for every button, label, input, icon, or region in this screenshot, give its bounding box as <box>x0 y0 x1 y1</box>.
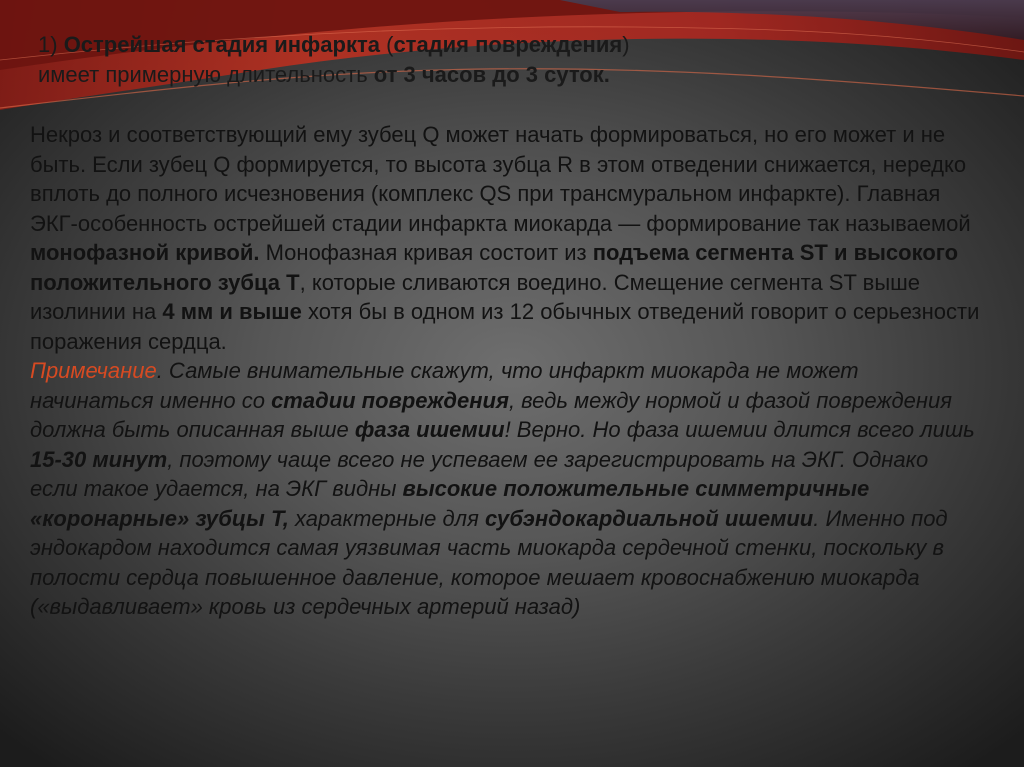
note-text-1: . Самые внимательные скажут, что инфаркт миокарда не может начинаться именно со <box>30 358 859 413</box>
title-paren-close: ) <box>622 32 630 57</box>
body-text-3: , которые сливаются воедино. Смещение сегмента ST выше изолинии на <box>30 269 921 324</box>
title-paren-open: ( <box>379 32 394 57</box>
note-text-2: , ведь между нормой и фазой повреждения должна быть описанная выше <box>30 387 952 442</box>
note-bold-1: стадии повреждения <box>271 387 509 413</box>
note-text-3: ! Верно. Но фаза ишемии длится всего лишь <box>504 417 975 442</box>
body-bold-1: монофазной кривой. <box>30 240 260 265</box>
note-text-5: характерные для <box>288 505 485 531</box>
title-number: 1) <box>38 32 64 57</box>
note-bold-4: высокие положительные симметричные «коронарные» зубцы T, <box>30 476 870 531</box>
body-bold-2: подъема сегмента ST и высокого положительного зубца T <box>30 240 959 295</box>
body-text-1: Некроз и соответствующий ему зубец Q может начать формироваться, но его может и не быть. Если зубец Q формируется, то высота зубца R в этом отведении снижается, нередко вплоть до полного исчезновения (комплекс QS при трансмуральном инфаркте). Главная ЭКГ-особенность острейшей стадии инфаркта миокарда — формирование так называемой <box>30 122 971 236</box>
slide-title <box>38 30 978 90</box>
title-line-2 <box>38 60 978 90</box>
title-line-1 <box>38 30 978 60</box>
title-stage-alias: стадия повреждения <box>393 32 623 57</box>
body-text-4: хотя бы в одном из 12 обычных отведений говорит о серьезности поражения сердца. <box>30 299 980 354</box>
slide-body <box>30 120 980 622</box>
title-stage-name: Острейшая стадия инфаркта <box>63 32 380 57</box>
body-paragraph <box>30 120 980 356</box>
title-duration-prefix: имеет примерную длительность <box>38 62 374 87</box>
title-duration-value: от 3 часов до 3 суток. <box>373 62 610 87</box>
note-paragraph <box>30 356 980 622</box>
note-text-4: , поэтому чаще всего не успеваем ее зарегистрировать на ЭКГ. Однако если такое удается, на ЭКГ видны <box>30 446 929 501</box>
note-label: Примечание <box>30 358 157 383</box>
body-bold-3: 4 мм и выше <box>162 299 302 324</box>
note-text-6: . Именно под эндокардом находится самая уязвимая часть миокарда сердечной стенки, поскольку в полости сердца повышенное давление, которое мешает кровоснабжению миокарда («выдавливает» кровь из сердечных артерий назад) <box>30 505 948 619</box>
note-bold-5: субэндокардиальной ишемии <box>484 505 814 531</box>
note-bold-2: фаза ишемии <box>354 417 505 442</box>
body-text-2: Монофазная кривая состоит из <box>259 240 593 265</box>
note-bold-3: 15-30 минут <box>30 446 168 472</box>
